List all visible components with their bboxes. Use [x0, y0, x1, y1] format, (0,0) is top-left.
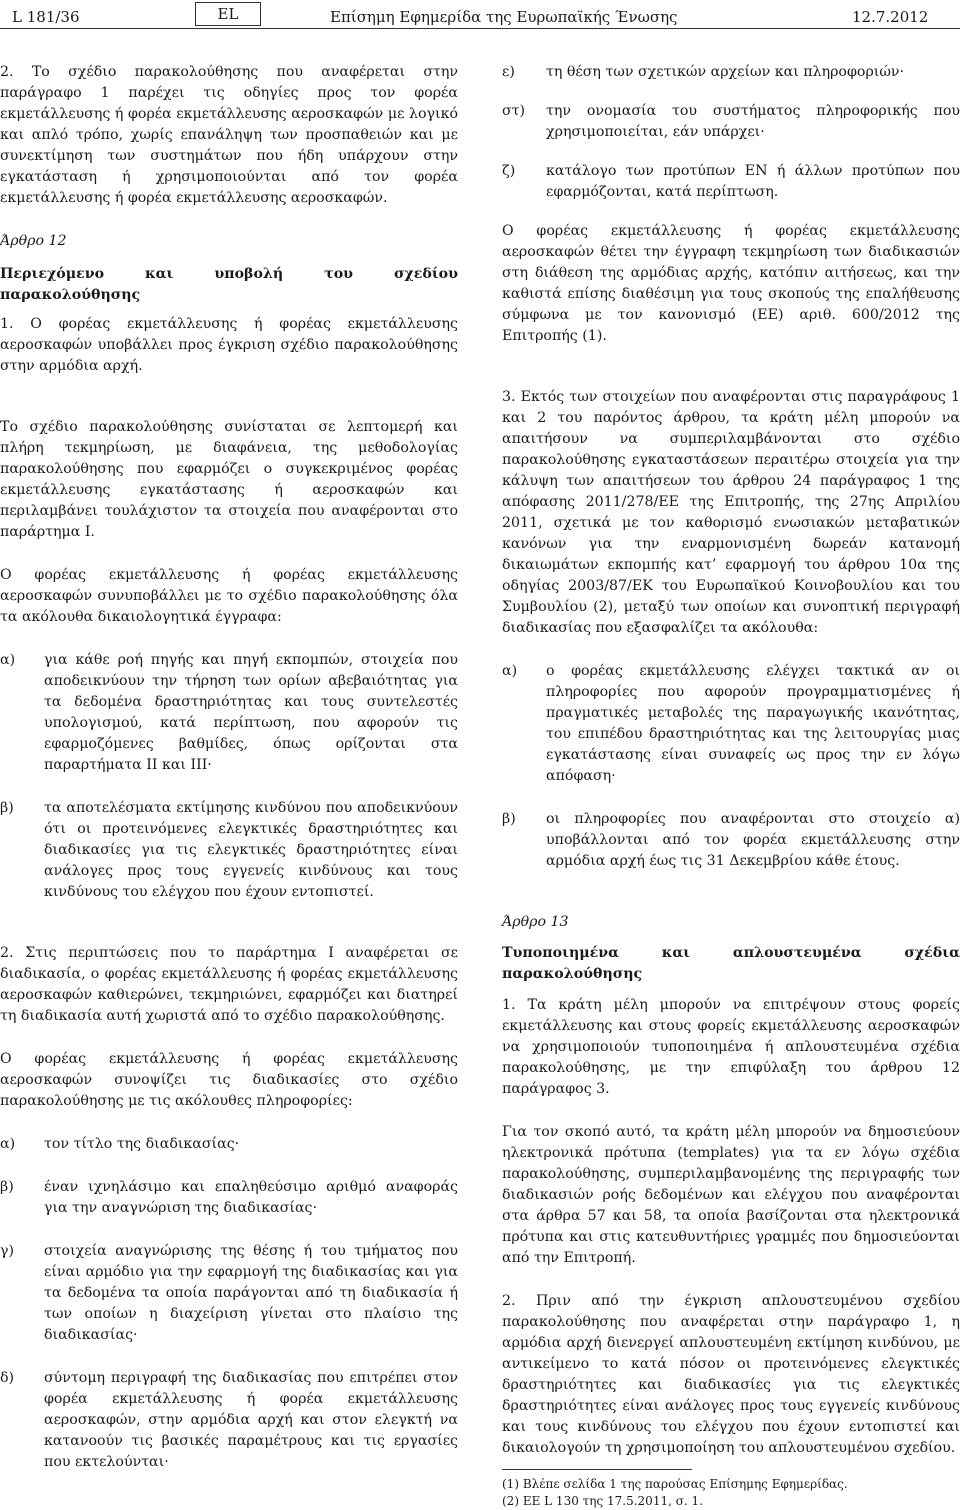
- list-label: α): [502, 663, 518, 679]
- paragraph: 1. Τα κράτη μέλη μπορούν να επιτρέψουν στους φορείς εκμετάλλευσης και στους φορείς εκμετάλλευσης αεροσκαφών να χρησιμοποιούν τυποποιημένα ή απλουστευμένα σχέδια παρακολούθησης, με την επιφύλαξη του άρθρου 12 παράγραφος 3.: [502, 997, 960, 1097]
- list-label: στ): [502, 103, 526, 119]
- list-item: [502, 661, 960, 787]
- paragraph: 2. Στις περιπτώσεις που το παράρτημα I αναφέρεται σε διαδικασία, ο φορέας εκμετάλλευσης ή φορέας εκμετάλλευσης αεροσκαφών καθιερώνει, τεκμηριώνει, εφαρμόζει και διατηρεί τη διαδικασία αυτή χωριστά από το σχέδιο παρακολούθησης.: [0, 945, 458, 1024]
- list-label: β): [502, 811, 516, 827]
- list-text: τη θέση των σχετικών αρχείων και πληροφοριών·: [546, 64, 905, 80]
- article-12-title: Άρθρο 12: [0, 233, 67, 249]
- list-label: α): [0, 652, 16, 668]
- list-label: β): [0, 1179, 14, 1195]
- list-text: στοιχεία αναγνώρισης της θέσης ή του τμήματος που είναι αρμόδιο για την εφαρμογή της διαδικασίας και για τα δεδομένα τα οποία παράγονται από τη διαδικασία ή των οποίων η διαχείριση γίνεται στο πλαίσιο της διαδικασίας·: [44, 1243, 458, 1343]
- list-item: [0, 1368, 458, 1473]
- list-label: ε): [502, 64, 515, 80]
- list-text: για κάθε ροή πηγής και πηγή εκπομπών, στοιχεία που αποδεικνύουν την τήρηση των ορίων αβεβαιότητας για τα δεδομένα δραστηριότητας και τους συντελεστές υπολογισμού, κατά περίπτωση, που αφορούν τις εφαρμοζόμενες βαθμίδες, όπως ορίζονται στα παραρτήματα II και III·: [44, 652, 458, 773]
- article-13-heading: Τυποποιημένα και απλουστευμένα σχέδια παρακολούθησης: [502, 945, 960, 982]
- language-code-box: EL: [195, 2, 261, 26]
- footnote-2: (2) ΕΕ L 130 της 17.5.2011, σ. 1.: [502, 1494, 703, 1508]
- paragraph: Για τον σκοπό αυτό, τα κράτη μέλη μπορούν να δημοσιεύουν ηλεκτρονικά πρότυπα (templates) για τα εν λόγω σχέδια παρακολούθησης, συμπεριλαμβανομένης της περιγραφής των διαδικασιών ροής δεδομένων και ελέγχου που αναφέρονται στα άρθρα 57 και 58, τα οποία βασίζονται στα ηλεκτρονικά πρότυπα και στις κατευθυντήριες γραμμές που δημοσιεύονται από την Επιτροπή.: [502, 1124, 960, 1266]
- publication-date: 12.7.2012: [852, 8, 929, 26]
- footnote-1: (1) Βλέπε σελίδα 1 της παρούσας Επίσημης Εφημερίδας.: [502, 1477, 848, 1491]
- paragraph: 3. Εκτός των στοιχείων που αναφέρονται στις παραγράφους 1 και 2 του παρόντος άρθρου, τα κράτη μέλη μπορούν να απαιτήσουν να συμπεριλαμβάνονται στο σχέδιο παρακολούθησης εγκαταστάσεων περαιτέρω στοιχεία για την κάλυψη των απαιτήσεων του άρθρου 24 παράγραφος 1 της απόφασης 2011/278/ΕΕ της Επιτροπής, της 27ης Απριλίου 2011, σχετικά με τον καθορισμό ενωσιακών μεταβατικών κανόνων για την εναρμονισμένη δωρεάν κατανομή δικαιωμάτων εκπομπής κατ’ εφαρμογή του άρθρου 10α της οδηγίας 2003/87/ΕΚ του Ευρωπαϊκού Κοινοβουλίου και του Συμβουλίου (2), μεταξύ των οποίων και συνοπτική περιγραφή διαδικασίας που εξασφαλίζει τα ακόλουθα:: [502, 389, 960, 636]
- paragraph: 1. Ο φορέας εκμετάλλευσης ή φορέας εκμετάλλευσης αεροσκαφών υποβάλλει προς έγκριση σχέδιο παρακολούθησης στην αρμόδια αρχή.: [0, 316, 458, 374]
- article-12-heading: Περιεχόμενο και υποβολή του σχεδίου παρακολούθησης: [0, 266, 458, 303]
- list-item: [0, 650, 458, 776]
- right-column: [502, 62, 960, 1510]
- list-text: τα αποτελέσματα εκτίμησης κινδύνου που αποδεικνύουν ότι οι προτεινόμενες ελεγκτικές δραστηριότητες και διαδικασίες για τις ελεγκτικές δραστηριότητες είναι ανάλογες προς τους εγγενείς κινδύνους και τους κινδύνους του ελέγχου που έχουν εντοπιστεί.: [44, 800, 458, 900]
- list-label: ζ): [502, 163, 516, 179]
- header-rule: [0, 28, 960, 29]
- list-item: [0, 1134, 458, 1155]
- list-text: τον τίτλο της διαδικασίας·: [44, 1136, 240, 1152]
- list-text: την ονομασία του συστήματος πληροφορικής που χρησιμοποιείται, εάν υπάρχει·: [546, 103, 960, 140]
- list-label: β): [0, 800, 14, 816]
- paragraph: Ο φορέας εκμετάλλευσης ή φορέας εκμετάλλευσης αεροσκαφών θέτει την έγγραφη τεκμηρίωση των διαδικασιών στη διάθεση της αρμόδιας αρχής, κατόπιν αιτήσεως, και την καθιστά επίσης διαθέσιμη για τους σκοπούς της επαλήθευσης σύμφωνα με τον κανονισμό (ΕΕ) αριθ. 600/2012 της Επιτροπής (1).: [502, 223, 960, 344]
- paragraph: Ο φορέας εκμετάλλευσης ή φορέας εκμετάλλευσης αεροσκαφών συνυποβάλλει με το σχέδιο παρακολούθησης όλα τα ακόλουθα δικαιολογητικά έγγραφα:: [0, 567, 458, 625]
- list-text: ο φορέας εκμετάλλευσης ελέγχει τακτικά αν οι πληροφορίες που αφορούν προγραμματισμένες ή πραγματικές μεταβολές της παραγωγικής ικανότητας, του επιπέδου δραστηριότητας και της λειτουργίας μιας εγκατάστασης είναι συναφείς ως προς την εν λόγω απόφαση·: [546, 663, 960, 784]
- list-item: [0, 1241, 458, 1346]
- page-header: [0, 0, 960, 30]
- list-item: [502, 809, 960, 872]
- list-label: δ): [0, 1370, 15, 1386]
- list-item: [502, 62, 960, 83]
- left-column: [0, 62, 458, 1473]
- paragraph: Το σχέδιο παρακολούθησης συνίσταται σε λεπτομερή και πλήρη τεκμηρίωση, με διαφάνεια, της μεθοδολογίας παρακολούθησης που εφαρμόζει ο συγκεκριμένος φορέας εκμετάλλευσης εγκατάστασης ή αεροσκαφών και περιλαμβάνει τουλάχιστον τα στοιχεία που αναφέρονται στο παράρτημα I.: [0, 419, 458, 540]
- list-item: [0, 798, 458, 903]
- list-item: [502, 101, 960, 143]
- footnote-rule: [502, 1469, 692, 1470]
- journal-title: Επίσημη Εφημερίδα της Ευρωπαϊκής Ένωσης: [330, 8, 678, 26]
- article-13-title: Άρθρο 13: [502, 914, 569, 930]
- paragraph: Ο φορέας εκμετάλλευσης ή φορέας εκμετάλλευσης αεροσκαφών συνοψίζει τις διαδικασίες στο σχέδιο παρακολούθησης με τις ακόλουθες πληροφορίες:: [0, 1051, 458, 1109]
- list-label: α): [0, 1136, 16, 1152]
- list-text: σύντομη περιγραφή της διαδικασίας που επιτρέπει στον φορέα εκμετάλλευσης ή φορέα εκμετάλλευσης αεροσκαφών, στην αρμόδια αρχή και στον ελεγκτή να κατανοούν τις βασικές παραμέτρους και τις εργασίες που εκτελούνται·: [44, 1370, 458, 1470]
- list-item: [0, 1177, 458, 1219]
- list-text: έναν ιχνηλάσιμο και επαληθεύσιμο αριθμό αναφοράς για την αναγνώριση της διαδικασίας·: [44, 1179, 458, 1216]
- paragraph: 2. Το σχέδιο παρακολούθησης που αναφέρεται στην παράγραφο 1 παρέχει τις οδηγίες προς τον φορέα εκμετάλλευσης ή φορέα εκμετάλλευσης αεροσκαφών με λογικό και απλό τρόπο, χωρίς επανάληψη των προσπαθειών και με συνεκτίμηση των συστημάτων που ήδη υπάρχουν στην εγκατάσταση ή χρησιμοποιούνται από τον φορέα εκμετάλλευσης ή φορέα εκμετάλλευσης αεροσκαφών.: [0, 64, 458, 206]
- paragraph: 2. Πριν από την έγκριση απλουστευμένου σχεδίου παρακολούθησης που αναφέρεται στην παράγραφο 1, η αρμόδια αρχή διενεργεί απλουστευμένη εκτίμηση κινδύνου, με αντικείμενο το κατά πόσον οι προτεινόμενες ελεγκτικές δραστηριότητες και διαδικασίες για τις ελεγκτικές δραστηριότητες είναι ανάλογες προς τους εγγενείς κινδύνους και τους κινδύνους του ελέγχου που έχουν εντοπιστεί και δικαιολογούν τη χρησιμοποίηση του απλουστευμένου σχεδίου.: [502, 1293, 960, 1456]
- list-text: οι πληροφορίες που αναφέρονται στο στοιχείο α) υποβάλλονται από τον φορέα εκμετάλλευσης στην αρμόδια αρχή έως τις 31 Δεκεμβρίου κάθε έτους.: [546, 811, 960, 869]
- list-text: κατάλογο των προτύπων ΕΝ ή άλλων προτύπων που εφαρμόζονται, κατά περίπτωση.: [546, 163, 960, 200]
- page-reference: L 181/36: [12, 8, 80, 26]
- list-item: [502, 161, 960, 203]
- list-label: γ): [0, 1243, 15, 1259]
